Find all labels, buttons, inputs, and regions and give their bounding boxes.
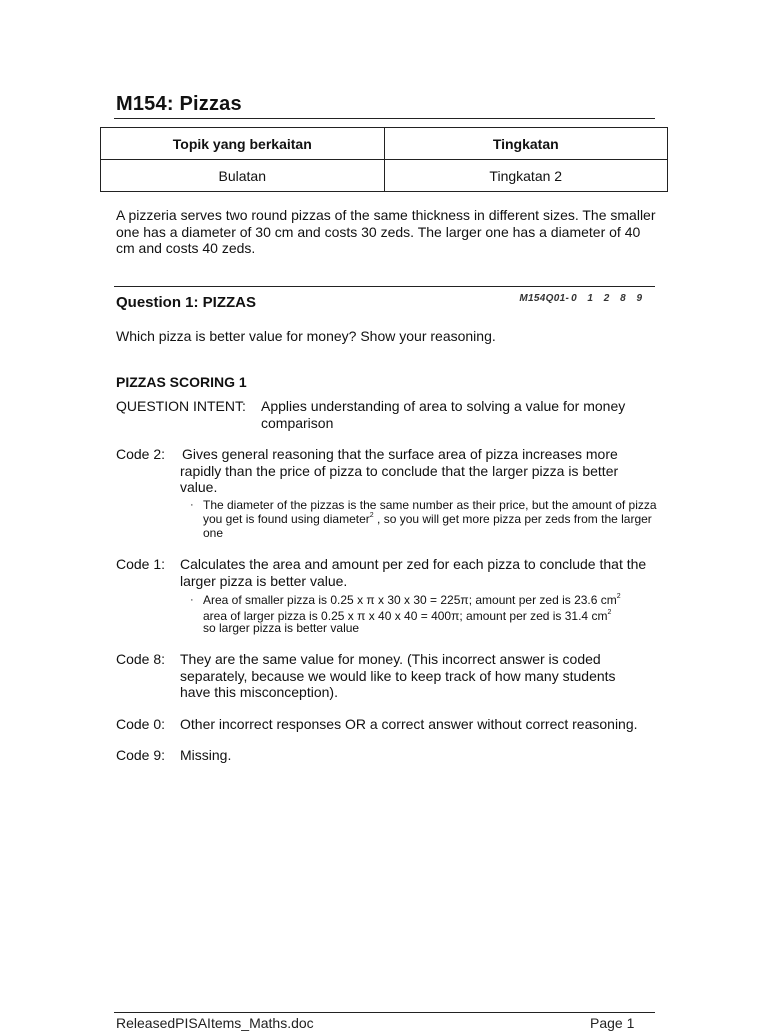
table-cell: Tingkatan 2 xyxy=(384,160,668,192)
superscript: 2 xyxy=(369,512,374,519)
intro-paragraph: A pizzeria serves two round pizzas of the same thickness in different sizes. The smaller one has a diameter of 30 cm and costs 30 zeds. The larger one has a diameter of 40 cm and costs 40 zeds. xyxy=(116,207,656,256)
footer-page-number: Page 1 xyxy=(590,1015,635,1031)
code-text: Gives general reasoning that the surface area of pizza increases more rapidly than the price of pizza to conclude that the larger pizza is better value. xyxy=(180,446,619,495)
code-label: Code 8: xyxy=(116,651,166,667)
table-header-row xyxy=(101,128,668,160)
code-label: Code 2: xyxy=(116,446,166,462)
example-text: area of larger pizza is 0.25 x π x 40 x 40 = 400π; amount per zed is 31.4 cm xyxy=(203,609,608,623)
question-text: Which pizza is better value for money? Show your reasoning. xyxy=(116,328,496,344)
example-text: so larger pizza is better value xyxy=(203,621,360,635)
table-header: Tingkatan xyxy=(384,128,668,160)
example-text: The diameter of the pizzas is the same number as their price, but the amount of pizza you get is found using diameter xyxy=(203,498,657,526)
question-code-prefix: M154Q01- xyxy=(519,293,570,304)
code-label: Code 9: xyxy=(116,747,166,763)
scoring-heading: PIZZAS SCORING 1 xyxy=(116,374,247,390)
page-footer xyxy=(116,1015,636,1031)
bullet-icon: · xyxy=(190,499,194,511)
example-text: , so you will get more pizza per zeds from the larger one xyxy=(203,512,652,540)
code-label: Code 0: xyxy=(116,716,166,732)
intent-text: Applies understanding of area to solving a value for money comparison xyxy=(261,398,626,431)
page-title: M154: Pizzas xyxy=(116,93,242,115)
bullet-icon: · xyxy=(190,594,194,606)
code-text: They are the same value for money. (This incorrect answer is coded separately, because we would like to keep track of how many students have this misconception). xyxy=(180,651,616,700)
question-rule xyxy=(114,286,655,287)
superscript: 2 xyxy=(607,609,612,616)
code-text: Calculates the area and amount per zed for each pizza to conclude that the larger pizza is better value. xyxy=(180,556,647,589)
question-code-digits: 0 1 2 8 9 xyxy=(571,293,646,304)
topic-table xyxy=(100,127,668,192)
code-label: Code 1: xyxy=(116,556,166,572)
code-text: Other incorrect responses OR a correct answer without correct reasoning. xyxy=(180,716,638,732)
code-text: Missing. xyxy=(180,747,232,763)
question-code xyxy=(519,293,646,304)
table-row xyxy=(101,160,668,192)
table-cell: Bulatan xyxy=(101,160,385,192)
title-rule xyxy=(114,118,655,119)
footer-rule xyxy=(114,1012,655,1013)
superscript: 2 xyxy=(616,593,621,600)
intent-label: QUESTION INTENT: xyxy=(116,398,246,414)
question-heading: Question 1: PIZZAS xyxy=(116,294,257,311)
example-text: Area of smaller pizza is 0.25 x π x 30 x 30 = 225π; amount per zed is 23.6 cm xyxy=(203,593,617,607)
footer-filename: ReleasedPISAItems_Maths.doc xyxy=(116,1015,314,1031)
table-header: Topik yang berkaitan xyxy=(101,128,385,160)
